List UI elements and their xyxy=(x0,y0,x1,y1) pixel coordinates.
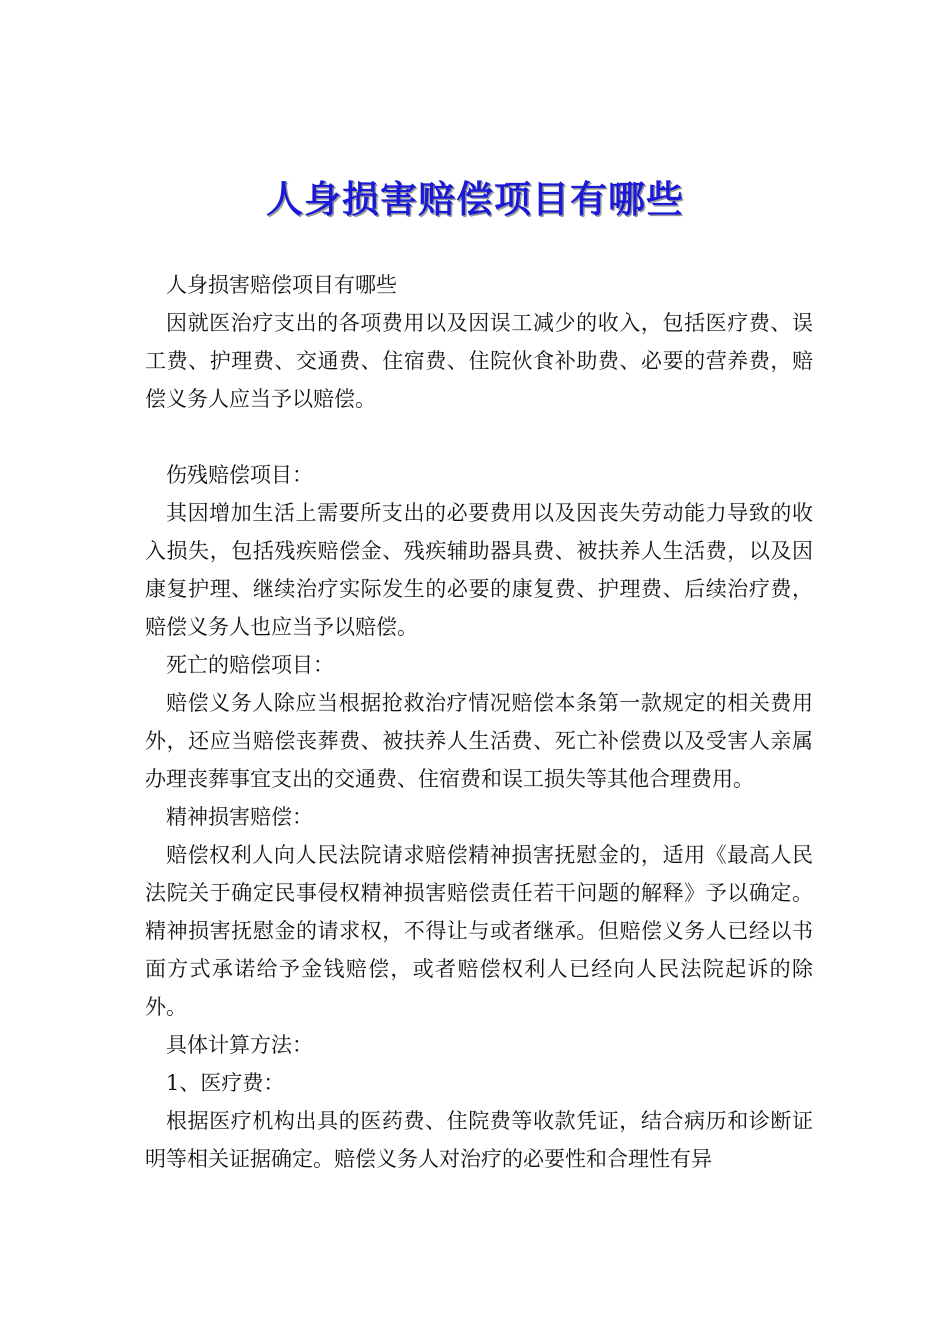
paragraph-medical-fee: 根据医疗机构出具的医药费、住院费等收款凭证，结合病历和诊断证明等相关证据确定。赔偿义务人对治疗的必要性和合理性有异 xyxy=(145,1109,813,1171)
document-body xyxy=(145,266,813,1178)
section-heading-disability: 伤残赔偿项目： xyxy=(166,463,313,487)
paragraph-death: 赔偿义务人除应当根据抢救治疗情况赔偿本条第一款规定的相关费用外，还应当赔偿丧葬费、被扶养人生活费、死亡补偿费以及受害人亲属办理丧葬事宜支出的交通费、住宿费和误工损失等其他合理费用。 xyxy=(145,691,813,791)
section-heading-mental: 精神损害赔偿： xyxy=(166,805,313,829)
paragraph-disability: 其因增加生活上需要所支出的必要费用以及因丧失劳动能力导致的收入损失，包括残疾赔偿金、残疾辅助器具费、被扶养人生活费，以及因康复护理、继续治疗实际发生的必要的康复费、护理费、后续治疗费，赔偿义务人也应当予以赔偿。 xyxy=(145,501,813,639)
blank-line xyxy=(145,418,813,456)
paragraph-mental: 赔偿权利人向人民法院请求赔偿精神损害抚慰金的，适用《最高人民法院关于确定民事侵权精神损害赔偿责任若干问题的解释》予以确定。精神损害抚慰金的请求权，不得让与或者继承。但赔偿义务人已经以书面方式承诺给予金钱赔偿，或者赔偿权利人已经向人民法院起诉的除外。 xyxy=(145,843,813,1019)
document-title: 人身损害赔偿项目有哪些 xyxy=(266,178,684,221)
section-heading-calculation: 具体计算方法： xyxy=(166,1033,313,1057)
section-heading-medical-fee: 1、医疗费： xyxy=(166,1071,285,1095)
section-heading-intro: 人身损害赔偿项目有哪些 xyxy=(166,273,397,297)
section-heading-death: 死亡的赔偿项目： xyxy=(166,653,334,677)
paragraph-medical-expenses: 因就医治疗支出的各项费用以及因误工减少的收入，包括医疗费、误工费、护理费、交通费、住宿费、住院伙食补助费、必要的营养费，赔偿义务人应当予以赔偿。 xyxy=(145,311,813,411)
